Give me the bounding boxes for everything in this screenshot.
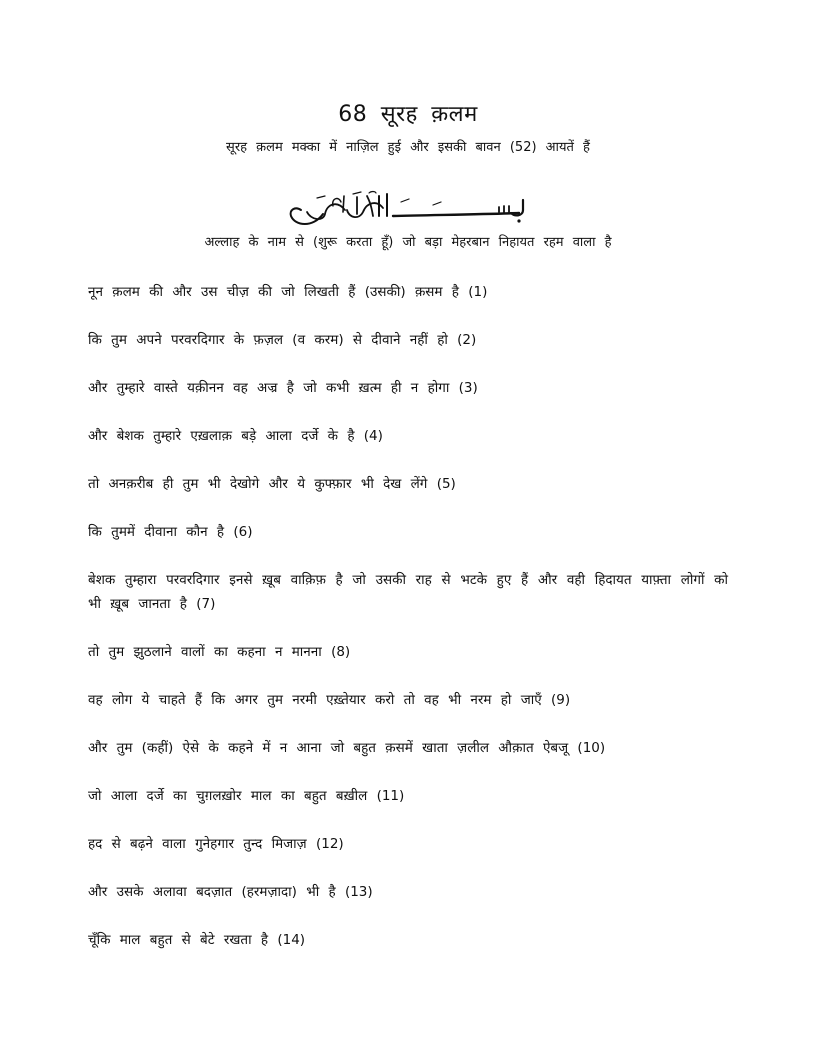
verse-1: नून क़लम की और उस चीज़ की जो लिखती हैं (उसकी) क़सम है (1)	[88, 284, 488, 300]
verse-14: चूँकि माल बहुत से बेटे रखता है (14)	[88, 932, 306, 948]
verse-11: जो आला दर्जे का चुग़लख़ोर माल का बहुत बख़ील (11)	[88, 788, 405, 804]
verse-5: तो अनक़रीब ही तुम भी देखोगे और ये कुफ्फ़ार भी देख लेंगे (5)	[88, 476, 456, 492]
bismillah-calligraphy	[283, 190, 533, 230]
bismillah-translation: अल्लाह के नाम से (शुरू करता हूँ) जो बड़ा मेहरबान निहायत रहम वाला है	[204, 235, 612, 250]
verse-7: बेशक तुम्हारा परवरदिगार इनसे ख़ूब वाक़िफ़ है जो उसकी राह से भटके हुए हैं और वही हिदायत याफ़्ता लोगों को भी ख़ूब जानता है (7)	[88, 572, 728, 612]
page-title: 68 सूरह क़लम	[338, 102, 478, 127]
verse-8: तो तुम झुठलाने वालों का कहना न मानना (8)	[88, 644, 351, 660]
verse-9: वह लोग ये चाहते हैं कि अगर तुम नरमी एख़्तेयार करो तो वह भी नरम हो जाएँ (9)	[88, 692, 571, 708]
verse-6: कि तुममें दीवाना कौन है (6)	[88, 524, 253, 540]
verse-list	[88, 280, 728, 976]
surah-subtitle: सूरह क़लम मक्का में नाज़िल हुई और इसकी बावन (52) आयतें हैं	[226, 140, 590, 155]
verse-10: और तुम (कहीं) ऐसे के कहने में न आना जो बहुत क़समें खाता ज़लील औक़ात ऐबजू (10)	[88, 740, 606, 756]
verse-2: कि तुम अपने परवरदिगार के फ़ज़ल (व करम) से दीवाने नहीं हो (2)	[88, 332, 477, 348]
verse-4: और बेशक तुम्हारे एख़लाक़ बड़े आला दर्जे के है (4)	[88, 428, 383, 444]
verse-3: और तुम्हारे वास्ते यक़ीनन वह अज्र है जो कभी ख़त्म ही न होगा (3)	[88, 380, 478, 396]
verse-12: हद से बढ़ने वाला गुनेहगार तुन्द मिजाज़ (12)	[88, 836, 344, 852]
verse-13: और उसके अलावा बदज़ात (हरमज़ादा) भी है (13)	[88, 884, 373, 900]
